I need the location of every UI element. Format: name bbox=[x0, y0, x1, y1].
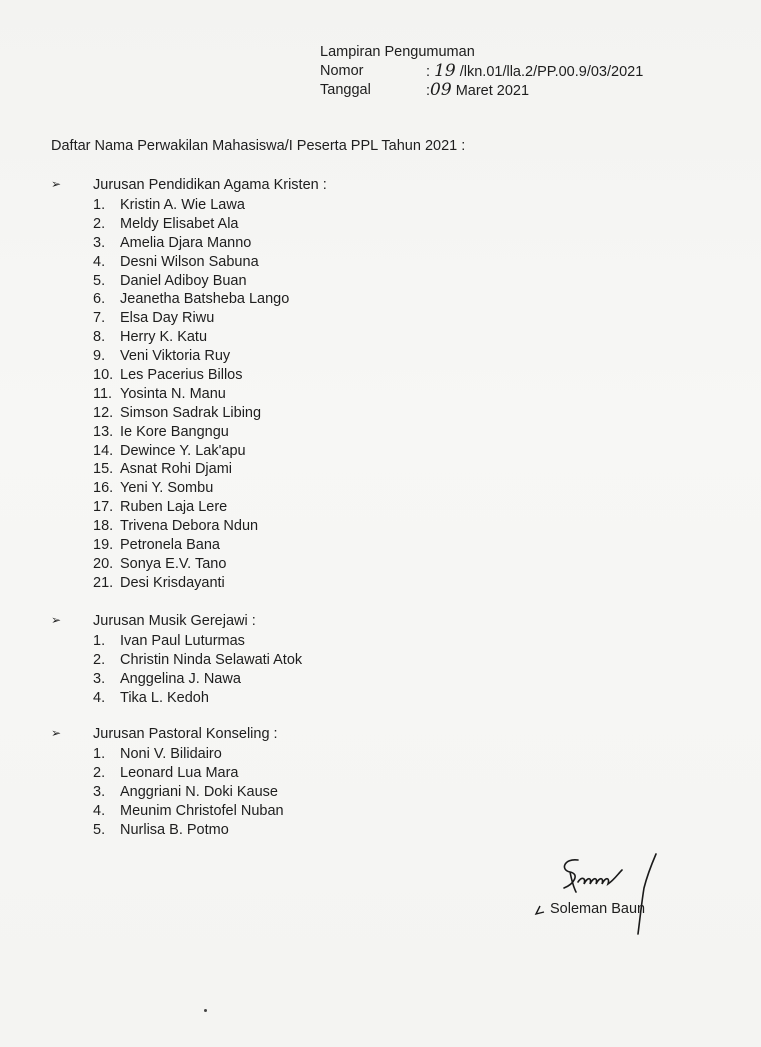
student-name: Anggelina J. Nawa bbox=[120, 670, 241, 687]
item-number: 2. bbox=[93, 764, 106, 781]
item-number: 4. bbox=[93, 802, 106, 819]
student-name: Noni V. Bilidairo bbox=[120, 746, 222, 762]
arrow-bullet-icon: ➢ bbox=[51, 177, 62, 191]
student-name: Meunim Christofel Nuban bbox=[120, 802, 284, 819]
item-number: 17. bbox=[93, 499, 114, 516]
item-number: 21. bbox=[93, 574, 114, 591]
handwritten-number: 19 bbox=[434, 61, 456, 81]
section-title: Jurusan Musik Gerejawi : bbox=[93, 613, 256, 629]
item-number: 5. bbox=[93, 821, 106, 838]
header-date-value: :09 Maret 2021 bbox=[426, 80, 530, 100]
student-name: Asnat Rohi Djami bbox=[120, 461, 233, 478]
student-name: Leonard Lua Mara bbox=[120, 764, 239, 781]
section-title: Jurusan Pastoral Konseling : bbox=[93, 726, 278, 742]
student-name: Elsa Day Riwu bbox=[120, 310, 215, 327]
item-number: 15. bbox=[93, 461, 114, 478]
item-number: 13. bbox=[93, 423, 114, 440]
item-number: 3. bbox=[93, 783, 106, 800]
student-name: Ivan Paul Luturmas bbox=[120, 633, 245, 649]
item-number: 20. bbox=[93, 555, 114, 572]
item-number: 12. bbox=[93, 404, 114, 421]
student-name: Veni Viktoria Ruy bbox=[120, 348, 231, 365]
student-name: Amelia Djara Manno bbox=[120, 234, 252, 251]
student-name: Simson Sadrak Libing bbox=[120, 404, 262, 421]
student-name: Daniel Adiboy Buan bbox=[120, 272, 247, 289]
arrow-bullet-icon: ➢ bbox=[51, 726, 62, 740]
student-name: Tika L. Kedoh bbox=[120, 689, 209, 706]
student-name: Les Pacerius Billos bbox=[120, 367, 243, 384]
header-date-label: Tanggal bbox=[320, 82, 371, 98]
item-number: 16. bbox=[93, 480, 114, 497]
signature-scribble-icon bbox=[534, 848, 674, 938]
section-title: Jurusan Pendidikan Agama Kristen : bbox=[93, 177, 327, 193]
student-name: Ruben Laja Lere bbox=[120, 499, 228, 516]
arrow-bullet-icon: ➢ bbox=[51, 613, 62, 627]
item-number: 18. bbox=[93, 518, 114, 535]
student-name: Yeni Y. Sombu bbox=[120, 480, 214, 497]
student-name: Ie Kore Bangngu bbox=[120, 423, 229, 440]
item-number: 4. bbox=[93, 253, 106, 270]
student-name: Kristin A. Wie Lawa bbox=[120, 197, 245, 213]
student-name: Herry K. Katu bbox=[120, 329, 208, 346]
header-number-value: : 19 /lkn.01/lla.2/PP.00.9/03/2021 bbox=[426, 61, 644, 81]
list-title: Daftar Nama Perwakilan Mahasiswa/I Peserta PPL Tahun 2021 : bbox=[51, 138, 466, 154]
item-number: 1. bbox=[93, 633, 106, 649]
student-name: Anggriani N. Doki Kause bbox=[120, 783, 278, 800]
student-name: Sonya E.V. Tano bbox=[120, 555, 227, 572]
item-number: 10. bbox=[93, 367, 114, 384]
item-number: 7. bbox=[93, 310, 106, 327]
student-name: Meldy Elisabet Ala bbox=[120, 215, 239, 232]
student-name: Dewince Y. Lak'apu bbox=[120, 442, 246, 459]
item-number: 6. bbox=[93, 291, 106, 308]
paper-speck bbox=[204, 1009, 207, 1012]
student-name: Trivena Debora Ndun bbox=[120, 518, 259, 535]
student-name: Desi Krisdayanti bbox=[120, 574, 225, 591]
student-name: Nurlisa B. Potmo bbox=[120, 821, 229, 838]
item-number: 4. bbox=[93, 689, 106, 706]
item-number: 19. bbox=[93, 537, 114, 554]
student-name: Petronela Bana bbox=[120, 537, 220, 554]
item-number: 2. bbox=[93, 215, 106, 232]
item-number: 3. bbox=[93, 670, 106, 687]
header-number-label: Nomor bbox=[320, 63, 364, 79]
student-name: Christin Ninda Selawati Atok bbox=[120, 651, 303, 668]
signature-block bbox=[534, 848, 674, 938]
item-number: 8. bbox=[93, 329, 106, 346]
item-number: 1. bbox=[93, 197, 106, 213]
item-number: 1. bbox=[93, 746, 106, 762]
handwritten-day: 09 bbox=[430, 80, 452, 100]
item-number: 14. bbox=[93, 442, 114, 459]
header-attachment-label: Lampiran Pengumuman bbox=[320, 44, 475, 60]
item-number: 3. bbox=[93, 234, 106, 251]
student-name: Jeanetha Batsheba Lango bbox=[120, 291, 290, 308]
student-name: Yosinta N. Manu bbox=[120, 385, 226, 402]
signatory-name: Soleman Baun bbox=[550, 901, 646, 917]
item-number: 2. bbox=[93, 651, 106, 668]
student-name: Desni Wilson Sabuna bbox=[120, 253, 259, 270]
item-number: 11. bbox=[93, 385, 113, 402]
item-number: 5. bbox=[93, 272, 106, 289]
item-number: 9. bbox=[93, 348, 106, 365]
